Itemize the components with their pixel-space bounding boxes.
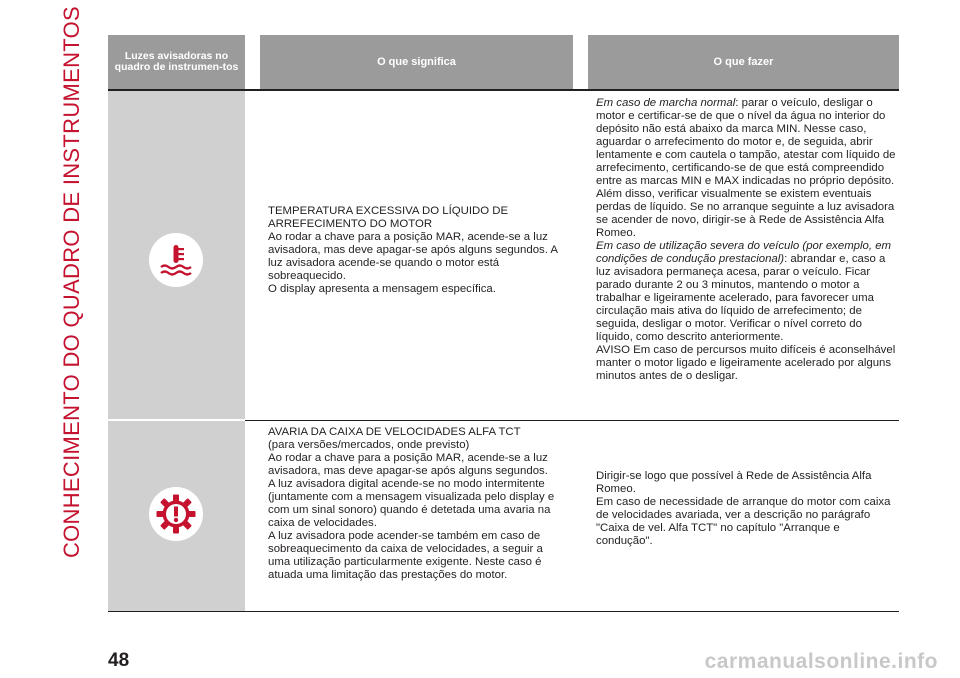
action-label-italic: Em caso de marcha normal — [596, 97, 736, 109]
meaning-paragraph: Ao rodar a chave para a posição MAR, acende-se a luz avisadora, mas deve apagar-se após alguns segundos. A luz avisadora acende-se quando o motor está sobreaquecido. — [268, 231, 558, 282]
action-paragraph — [596, 240, 899, 344]
gearbox-failure-icon — [149, 487, 203, 541]
action-text: : abrandar e, caso a luz avisadora permaneça acesa, parar o veículo. Ficar parado durante 2 ou 3 minutos, mantendo o motor a trabalhar e ligeiramente acelerado, para favorecer uma circulação mais ativa do líquido de arrefecimento; de seguida, desligar o motor. Verificar o nível correto do líquido, como descrito anteriormente. — [596, 253, 886, 343]
meaning-paragraph: Ao rodar a chave para a posição MAR, acende-se a luz avisadora, mas deve apagar-se após alguns segundos. — [268, 452, 548, 477]
watermark: carmanualsonline.info — [704, 650, 938, 673]
meaning-title: AVARIA DA CAIXA DE VELOCIDADES ALFA TCT — [268, 426, 521, 438]
meaning-paragraph: O display apresenta a mensagem específica. — [268, 283, 496, 295]
action-paragraph: Dirigir-se logo que possível à Rede de Assistência Alfa Romeo. — [596, 470, 872, 495]
row-icon-cell-gearbox — [108, 421, 245, 611]
row-meaning-gearbox — [268, 426, 568, 582]
row-meaning-coolant — [268, 205, 568, 296]
row-action-coolant — [596, 97, 899, 383]
action-text: : parar o veículo, desligar o motor e certificar-se de que o nível da água no interior do depósito não está abaixo da marca MIN. Nesse caso, aguardar o arrefecimento do motor e, de seguida, abrir lentamente e com cautela o tampão, atestar com líquido de arrefecimento, certificando-se de que está compreendido entre as marcas MIN e MAX indicadas no próprio depósito. Além disso, verificar visualmente se existem eventuais perdas de líquido. Se no arranque seguinte a luz avisadora se acender de novo, dirigir-se à Rede de Assistência Alfa Romeo. — [596, 97, 896, 239]
header-action: O que fazer — [588, 35, 899, 89]
row-icon-cell-coolant — [108, 91, 245, 419]
row-action-gearbox — [596, 470, 899, 548]
meaning-paragraph: (para versões/mercados, onde previsto) — [268, 439, 470, 451]
action-paragraph: Em caso de necessidade de arranque do motor com caixa de velocidades avariada, ver a descrição no parágrafo "Caixa de vel. Alfa TCT" no capítulo "Arranque e condução". — [596, 496, 891, 547]
action-paragraph — [596, 97, 899, 240]
action-warning: AVISO Em caso de percursos muito difíceis é aconselhável manter o motor ligado e ligeiramente acelerado por alguns minutos antes de o desligar. — [596, 344, 896, 382]
header-meaning: O que significa — [260, 35, 573, 89]
row-divider — [245, 420, 899, 421]
meaning-paragraph: A luz avisadora digital acende-se no modo intermitente (juntamente com a mensagem visualizada pelo display e com um sinal sonoro) quando é detetada uma avaria na caixa de velocidades. — [268, 478, 555, 529]
section-side-title: CONHECIMENTO DO QUADRO DE INSTRUMENTOS — [59, 5, 85, 559]
table-bottom-divider — [108, 611, 899, 612]
meaning-title: TEMPERATURA EXCESSIVA DO LÍQUIDO DE ARREFECIMENTO DO MOTOR — [268, 205, 509, 230]
action-label-italic: Em caso de utilização severa do veículo (por exemplo, em condições de condução prestacional) — [596, 240, 892, 265]
header-warning-lights: Luzes avisadoras no quadro de instrumen-tos — [108, 35, 245, 89]
meaning-paragraph: A luz avisadora pode acender-se também em caso de sobreaquecimento da caixa de velocidades, a seguir a uma utilização particularmente exigente. Neste caso é atuada uma limitação das prestações do motor. — [268, 530, 543, 581]
coolant-temperature-icon — [149, 233, 203, 287]
page-number: 48 — [108, 650, 130, 671]
